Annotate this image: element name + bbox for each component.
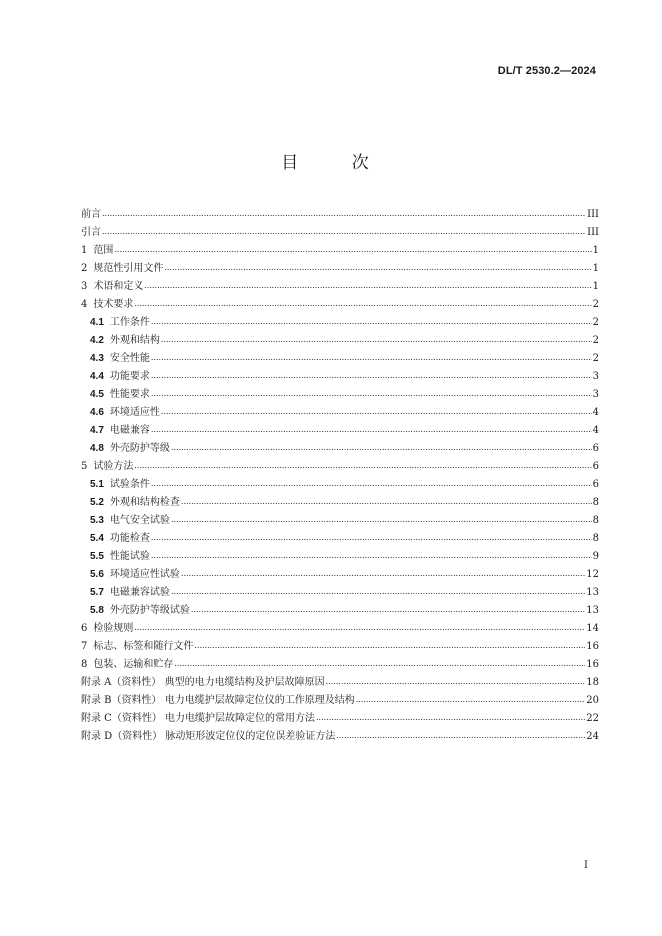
toc-entry-number: 5.4 (90, 533, 104, 544)
toc-entry-number: 7 (81, 641, 88, 652)
toc-entry-label: 外观和结构 (109, 335, 160, 346)
toc-entry-page: 6 (592, 443, 599, 454)
toc-entry[interactable] (81, 368, 599, 386)
toc-dot-leader (134, 295, 591, 313)
toc-entry-page: 16 (586, 659, 599, 670)
toc-entry-label: 技术要求 (93, 299, 134, 310)
toc-entry-label: 前言 (81, 209, 101, 220)
toc-entry-label: 附录 B（资料性） 电力电缆护层故障定位仪的工作原理及结构 (81, 695, 355, 706)
toc-dot-leader (171, 511, 592, 529)
toc-entry-number: 5.5 (90, 551, 104, 562)
toc-entry[interactable] (81, 674, 599, 692)
toc-entry[interactable] (81, 548, 599, 566)
toc-entry[interactable] (81, 566, 599, 584)
toc-entry-label: 电气安全试验 (109, 515, 170, 526)
toc-entry[interactable] (81, 620, 599, 638)
toc-dot-leader (161, 403, 592, 421)
table-of-contents (81, 206, 599, 746)
toc-entry-label: 性能要求 (109, 389, 150, 400)
toc-entry-label: 功能检查 (109, 533, 150, 544)
toc-entry[interactable] (81, 494, 599, 512)
toc-entry-number: 4.2 (90, 335, 104, 346)
toc-entry-number: 5 (81, 461, 88, 472)
toc-entry-page: 22 (586, 713, 599, 724)
toc-entry-label: 试验方法 (93, 461, 134, 472)
toc-entry-label: 环境适应性试验 (109, 569, 180, 580)
toc-entry-page: 8 (592, 533, 599, 544)
toc-entry-number: 4.8 (90, 443, 104, 454)
toc-dot-leader (171, 583, 585, 601)
toc-entry-page: 4 (592, 425, 599, 436)
toc-entry-label: 附录 D（资料性） 脉动矩形波定位仪的定位误差验证方法 (81, 731, 336, 742)
toc-entry-page: 20 (586, 695, 599, 706)
toc-entry-label: 功能要求 (109, 371, 150, 382)
toc-entry[interactable] (81, 728, 599, 746)
toc-entry[interactable] (81, 260, 599, 278)
toc-entry-label: 检验规则 (93, 623, 134, 634)
toc-entry-page: 3 (592, 389, 599, 400)
toc-entry-page: 9 (592, 551, 599, 562)
toc-dot-leader (194, 637, 585, 655)
toc-dot-leader (161, 331, 592, 349)
toc-dot-leader (191, 601, 585, 619)
toc-entry-number: 5.1 (90, 479, 104, 490)
toc-entry-label: 性能试验 (109, 551, 150, 562)
toc-dot-leader (114, 241, 591, 259)
toc-entry-number: 2 (81, 263, 88, 274)
toc-entry-page: 14 (586, 623, 599, 634)
toc-entry-label: 电磁兼容 (109, 425, 150, 436)
toc-entry-label: 环境适应性 (109, 407, 160, 418)
toc-entry-label: 规范性引用文件 (93, 263, 164, 274)
toc-entry-number: 4.4 (90, 371, 104, 382)
toc-entry-number: 5.6 (90, 569, 104, 580)
toc-entry-page: 8 (592, 497, 599, 508)
toc-dot-leader (151, 349, 592, 367)
toc-entry-page: 24 (586, 731, 599, 742)
toc-entry[interactable] (81, 710, 599, 728)
toc-entry-page: 1 (592, 245, 599, 256)
toc-entry[interactable] (81, 224, 599, 242)
toc-dot-leader (151, 529, 592, 547)
toc-entry[interactable] (81, 440, 599, 458)
toc-entry[interactable] (81, 350, 599, 368)
toc-entry-label: 标志、标签和随行文件 (93, 641, 194, 652)
toc-entry-label: 外壳防护等级 (109, 443, 170, 454)
toc-entry-page: 2 (592, 299, 599, 310)
toc-entry[interactable] (81, 386, 599, 404)
toc-entry-page: 3 (592, 371, 599, 382)
toc-dot-leader (151, 475, 592, 493)
toc-entry-page: 8 (592, 515, 599, 526)
toc-entry-page: 12 (586, 569, 599, 580)
toc-dot-leader (151, 421, 592, 439)
toc-entry-label: 外观和结构检查 (109, 497, 180, 508)
toc-entry-number: 1 (81, 245, 88, 256)
toc-entry-page: 1 (592, 263, 599, 274)
toc-entry[interactable] (81, 314, 599, 332)
toc-entry-number: 5.8 (90, 605, 104, 616)
toc-dot-leader (134, 457, 591, 475)
toc-dot-leader (164, 259, 591, 277)
toc-dot-leader (336, 727, 585, 745)
toc-entry-label: 外壳防护等级试验 (109, 605, 190, 616)
toc-entry-number: 4.1 (90, 317, 104, 328)
toc-entry-label: 术语和定义 (93, 281, 144, 292)
toc-entry-number: 4.7 (90, 425, 104, 436)
toc-entry[interactable] (81, 656, 599, 674)
page-title: 目 次 (281, 153, 393, 173)
toc-entry-page: 6 (592, 461, 599, 472)
toc-entry-page: 13 (586, 587, 599, 598)
toc-entry-number: 5.3 (90, 515, 104, 526)
toc-entry-page: 2 (592, 317, 599, 328)
toc-entry[interactable] (81, 422, 599, 440)
toc-entry[interactable] (81, 458, 599, 476)
toc-entry[interactable] (81, 476, 599, 494)
toc-entry-number: 4.6 (90, 407, 104, 418)
toc-entry[interactable] (81, 512, 599, 530)
toc-entry-label: 包装、运输和贮存 (93, 659, 174, 670)
toc-dot-leader (181, 565, 585, 583)
toc-entry[interactable] (81, 602, 599, 620)
toc-entry-page: 6 (592, 479, 599, 490)
toc-dot-leader (102, 205, 586, 223)
toc-entry-label: 工作条件 (109, 317, 150, 328)
toc-entry-label: 安全性能 (109, 353, 150, 364)
toc-dot-leader (151, 313, 592, 331)
toc-entry-label: 试验条件 (109, 479, 150, 490)
toc-entry-label: 附录 A（资料性） 典型的电力电缆结构及护层故障原因 (81, 677, 325, 688)
toc-entry-number: 4.3 (90, 353, 104, 364)
toc-dot-leader (171, 439, 592, 457)
toc-entry-label: 范围 (93, 245, 114, 256)
toc-entry-page: 13 (586, 605, 599, 616)
toc-dot-leader (174, 655, 585, 673)
toc-entry-page: 2 (592, 353, 599, 364)
toc-dot-leader (151, 547, 592, 565)
toc-entry[interactable] (81, 242, 599, 260)
toc-dot-leader (316, 709, 585, 727)
toc-entry[interactable] (81, 296, 599, 314)
toc-entry-number: 5.2 (90, 497, 104, 508)
toc-entry[interactable] (81, 638, 599, 656)
toc-entry[interactable] (81, 206, 599, 224)
toc-entry[interactable] (81, 584, 599, 602)
toc-entry-page: 18 (586, 677, 599, 688)
toc-dot-leader (144, 277, 591, 295)
toc-entry[interactable] (81, 278, 599, 296)
toc-entry-label: 电磁兼容试验 (109, 587, 170, 598)
toc-dot-leader (102, 223, 586, 241)
toc-dot-leader (134, 619, 585, 637)
toc-entry-number: 3 (81, 281, 88, 292)
toc-entry[interactable] (81, 332, 599, 350)
toc-entry-page: 1 (592, 281, 599, 292)
toc-dot-leader (151, 385, 592, 403)
page-number: I (584, 860, 588, 871)
toc-entry-page: III (587, 227, 599, 238)
toc-entry-number: 8 (81, 659, 88, 670)
toc-dot-leader (181, 493, 592, 511)
toc-entry[interactable] (81, 404, 599, 422)
toc-dot-leader (356, 691, 586, 709)
toc-entry-page: 2 (592, 335, 599, 346)
toc-entry-number: 4.5 (90, 389, 104, 400)
toc-entry-label: 附录 C（资料性） 电力电缆护层故障定位的常用方法 (81, 713, 316, 724)
toc-entry-page: 16 (586, 641, 599, 652)
toc-entry-number: 6 (81, 623, 88, 634)
toc-dot-leader (151, 367, 592, 385)
toc-entry-page: 4 (592, 407, 599, 418)
toc-entry-label: 引言 (81, 227, 101, 238)
document-code: DL/T 2530.2—2024 (497, 65, 596, 77)
toc-dot-leader (326, 673, 586, 691)
toc-entry[interactable] (81, 692, 599, 710)
toc-entry-number: 4 (81, 299, 88, 310)
toc-entry-page: III (587, 209, 599, 220)
toc-entry[interactable] (81, 530, 599, 548)
toc-entry-number: 5.7 (90, 587, 104, 598)
